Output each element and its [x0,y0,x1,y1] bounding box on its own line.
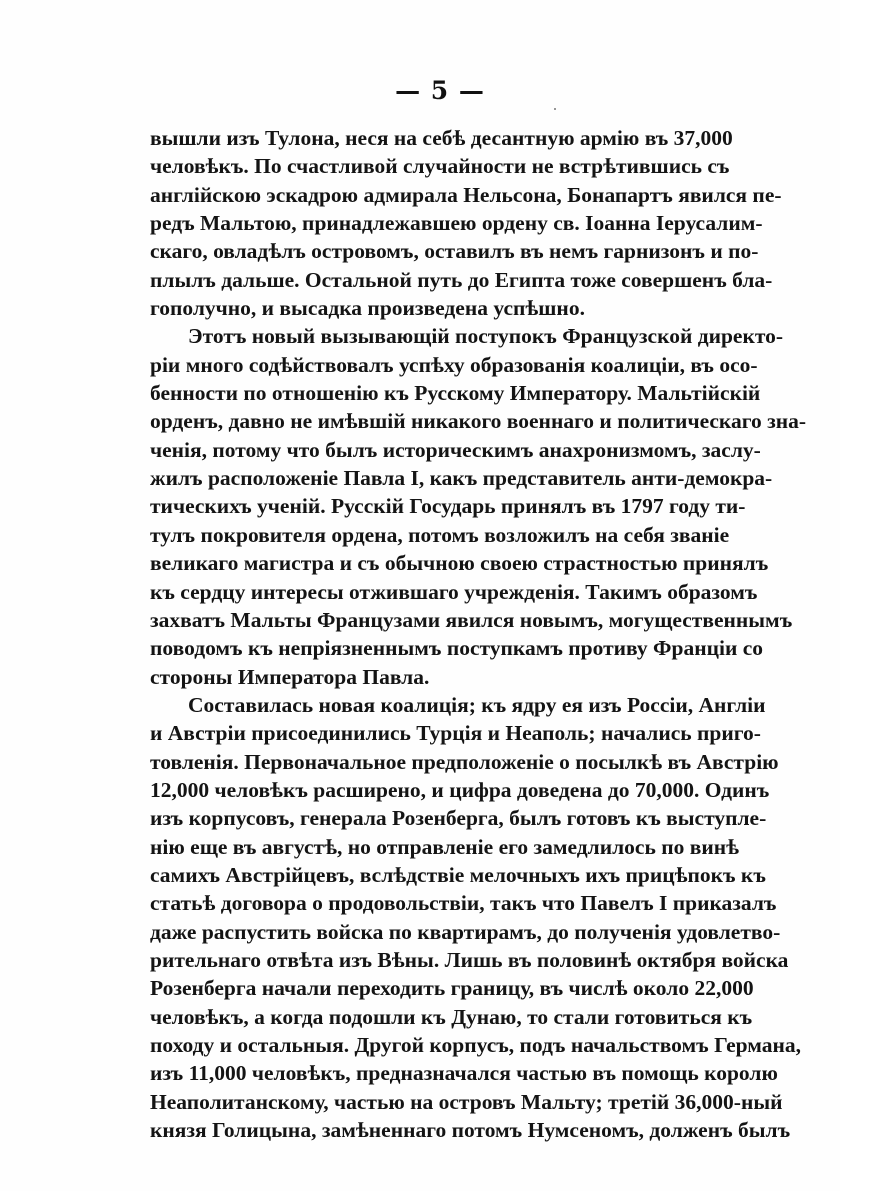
text-line: скаго, овладѣлъ островомъ, оставилъ въ немъ гарнизонъ и по- [150,239,759,264]
text-line: Розенберга начали переходить границу, въ числѣ около 22,000 [150,976,754,1001]
text-line: жилъ расположеніе Павла I, какъ представитель анти-демокра- [150,466,773,491]
text-line: статьѣ договора о продовольствіи, такъ что Павелъ I приказалъ [150,891,777,916]
text-line: нію еще въ августѣ, но отправленіе его замедлилось по винѣ [150,834,739,859]
text-line: рительнаго отвѣта изъ Вѣны. Лишь въ половинѣ октября войска [150,947,789,972]
text-line: вышли изъ Тулона, неся на себѣ десантную армію въ 37,000 [150,126,733,150]
print-speck [554,108,556,110]
text-line: самихъ Австрійцевъ, вслѣдствіе мелочныхъ ихъ прицѣпокъ къ [150,862,766,887]
text-line: изъ 11,000 человѣкъ, предназначался частью въ помощь королю [150,1061,778,1086]
body-text [150,124,807,1144]
text-line: къ сердцу интересы отжившаго учрежденія. Такимъ образомъ [150,579,758,604]
text-line: даже распустить войска по квартирамъ, до полученія удовлетво- [150,919,781,944]
text-line: человѣкъ. По счастливой случайности не встрѣтившись съ [150,154,730,179]
text-line: изъ корпусовъ, генерала Розенберга, былъ готовъ къ выступле- [150,806,767,831]
text-line: товленія. Первоначальное предположеніе о посылкѣ въ Австрію [150,749,779,774]
text-line: англійскою эскадрою адмирала Нельсона, Бонапартъ явился пе- [150,182,782,207]
text-line: гополучно, и высадка произведена успѣшно. [150,296,585,321]
text-line: бенности по отношенію къ Русскому Императору. Мальтійскій [150,381,761,406]
text-line: тулъ покровителя ордена, потомъ возложилъ на себя званіе [150,522,730,547]
text-line: захватъ Мальты Французами явился новымъ, могущественнымъ [150,607,793,632]
text-line: плылъ дальше. Остальной путь до Египта тоже совершенъ бла- [150,267,773,292]
text-line: стороны Императора Павла. [150,664,430,689]
text-line: князя Голицына, замѣненнаго потомъ Нумсеномъ, долженъ былъ [150,1118,791,1143]
text-line: ченія, потому что былъ историческимъ анахронизмомъ, заслу- [150,437,761,462]
text-line: орденъ, давно не имѣвшій никакого военнаго и политическаго зна- [150,409,807,434]
text-line: тическихъ ученій. Русскій Государь принялъ въ 1797 году ти- [150,494,746,519]
text-line: человѣкъ, а когда подошли къ Дунаю, то стали готовиться къ [150,1004,753,1029]
text-line: и Австріи присоединились Турція и Неаполь; начались приго- [150,721,761,746]
text-line: 12,000 человѣкъ расширено, и цифра доведена до 70,000. Одинъ [150,777,770,802]
text-line: походу и остальныя. Другой корпусъ, подъ начальствомъ Германа, [150,1033,802,1057]
text-line: Этотъ новый вызывающій поступокъ Французской директо- [188,324,784,349]
text-line: великаго магистра и съ обычною своею страстностью принялъ [150,551,769,576]
text-line: Неаполитанскому, частью на островъ Мальту; третій 36,000-ный [150,1089,783,1114]
text-line: поводомъ къ непріязненнымъ поступкамъ противу Франціи со [150,636,764,661]
text-line: Составилась новая коалиція; къ ядру ея изъ Россіи, Англіи [188,692,766,717]
page-number: — 5 — [395,76,485,105]
text-line: редъ Мальтою, принадлежавшею ордену св. Іоанна Іерусалим- [150,211,763,236]
text-line: ріи много содѣйствовалъ успѣху образованія коалиціи, въ осо- [150,352,758,377]
